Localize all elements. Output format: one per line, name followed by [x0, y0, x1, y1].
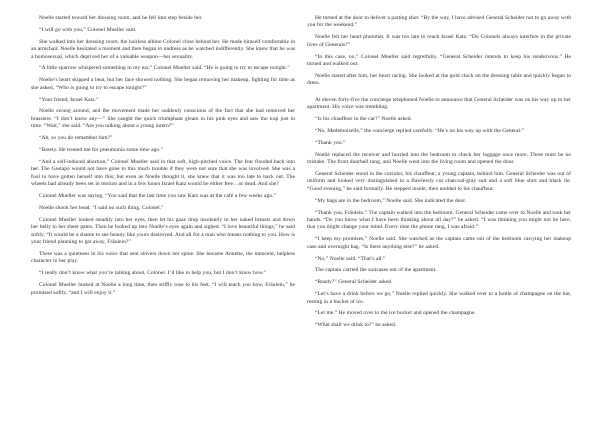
paragraph: Noelle stared after him, her heart racing. She looked at the gold clock on the dressing table and quickly began to dress.	[307, 72, 571, 87]
paragraph: He turned at the door to deliver a parting shot. “By the way, I have advised General Scheider not to go away with you for the weekend.”	[307, 15, 571, 29]
right-text-column	[307, 15, 571, 334]
left-text-column	[31, 15, 295, 301]
paragraph: “In this case, no,” Colonel Mueller said regretfully. “General Scheider intends to keep his rendezvous.” He turned and walked out.	[307, 53, 571, 68]
paragraph: “My bags are in the bedroom,” Noelle said. She indicated the door.	[315, 197, 467, 204]
paragraph: “Your friend, Israel Katz.”	[39, 96, 99, 103]
paragraph: “Barely. He treated me for pneumonia some time ago.”	[39, 147, 164, 154]
paragraph: “Ah, so you do remember him?”	[39, 135, 113, 142]
paragraph: At eleven forty-five the concierge telephoned Noelle to announce that General Scheider was on his way up to her apartment. His voice was trembling.	[307, 96, 571, 111]
paragraph: “Is his chauffeur in the car?” Noelle asked.	[315, 116, 412, 123]
paragraph: “No,” Noelle said. “That’s all.”	[315, 255, 386, 262]
paragraph: Colonel Mueller looked steadily into her eyes, then let his gaze drop insolently to her naked breasts and down her belly to her sheer pants. Then he looked up into Noelle’s eyes again and sighed. “I love beautiful things,” he said softly. “It would be a shame to see beauty like yours destroyed. And all for a man who means nothing to you. How is your friend planning to get away, Fräulein?”	[31, 216, 295, 246]
paragraph: Noelle replaced the receiver and hurried into the bedroom to check her luggage once more. Three must be no mistake. The front doorbell rang, and Noelle went into the living room and opened the door.	[307, 151, 571, 166]
paragraph: General Scheider stood in the corridor, his chauffeur, a young captain, behind him. General Scheider was out of uniform and looked very distinguished in a flawlessly cut charcoal-gray suit and a soft blue shirt and black tie. “Good evening,” he said formally. He stepped inside, then nodded to his chauffeur.	[307, 170, 571, 192]
paragraph: Noelle’s heart skipped a beat, but her face showed nothing. She began removing her makeup, fighting for time as she asked, “Who is going to try to escape tonight?”	[31, 77, 295, 91]
paragraph: Noelle swung around, and the movement made her suddenly conscious of the fact that she had removed her brassiere. “I don’t know any—” She caught the quick triumphant gleam in his pink eyes and saw the trap just in time. “Wait,” she said. “Are you talking about a young intern?”	[31, 108, 295, 130]
paragraph: “I will go with you,” Colonel Mueller said.	[39, 26, 137, 33]
paragraph: Noelle shook her head. “I said no such thing, Colonel.”	[39, 204, 164, 211]
paragraph: The captain carried the suitcases out of the apartment.	[315, 267, 437, 274]
paragraph: “No, Mademoiselle,” the concierge replied carefully. “He’s on his way up with the General.”	[315, 127, 524, 134]
paragraph: Noelle started toward her dressing room, and he fell into step beside her.	[39, 15, 203, 21]
paragraph: “Let’s have a drink before we go,” Noelle replied quickly. She walked over to a bottle of champagne on the bar, resting in a bucket of ice.	[307, 291, 571, 305]
paragraph: “Ready?” General Scheider asked.	[315, 279, 393, 286]
paragraph: “A little sparrow whispered something in my ear,” Colonel Mueller said. “He is going to try to escape tonight.”	[39, 65, 290, 72]
paragraph: “Let me.” He moved over to the ice bucket and opened the champagne.	[315, 310, 476, 317]
paragraph: Colonel Mueller was saying, “You said that the last time you saw Katz was at the café a few weeks ago.”	[39, 193, 277, 200]
paragraph: “And a self-induced abortion,” Colonel Mueller said in that soft, high-pitched voice. The fear flooded back into her. The Gestapo would not have gone to this much trouble if they were not sure that she was involved. She was a fool to have gotten herself into this; but even as Noelle thought it, she knew that it was too late to back out. The wheels had already been set in motion and in a few hours Israel Katz would be either free…or dead. And she?	[31, 158, 295, 188]
paragraph: “I keep my promises,” Noelle said. She watched as the captain came out of the bedroom carrying her makeup case and overnight bag. “Is there anything else?” he asked.	[307, 236, 571, 250]
paragraph: Noelle felt her heart plummet. It was too late to reach Israel Katz. “Do Colonels always interfere in the private lives of Generals?”	[307, 34, 571, 48]
paragraph: “Thank you, Fräulein.” The captain walked into the bedroom. General Scheider came over to Noelle and took her hands. “Do you know what I have been thinking about all day?” he asked. “I was thinking you might not be here, that you might change your mind. Every time the phone rang, I was afraid.”	[307, 209, 571, 231]
paragraph: Colonel Mueller looked at Noelle a long time, then stiffly rose to his feet. “I will teach you how, Fräulein,” he promised softly, “and I will enjoy it.”	[31, 282, 295, 296]
paragraph: “I really don’t know what you’re talking about, Colonel. I’d like to help you, but I don’t know how.”	[39, 270, 267, 277]
paragraph: She walked into her dressing room, the hairless albino Colonel close behind her. He made himself comfortable in an armchair. Noelle hesitated a moment and then began to undress as he watched indifferently. She knew that he was a homosexual, which deprived her of a valuable weapon—her sexuality.	[31, 38, 295, 60]
paragraph: There was a quietness in his voice that sent shivers down her spine. She became Annette, the innocent, helpless character in her play.	[31, 250, 295, 265]
paragraph: “What shall we drink to?” he asked.	[315, 322, 397, 329]
paragraph: “Thank you.”	[315, 139, 346, 146]
